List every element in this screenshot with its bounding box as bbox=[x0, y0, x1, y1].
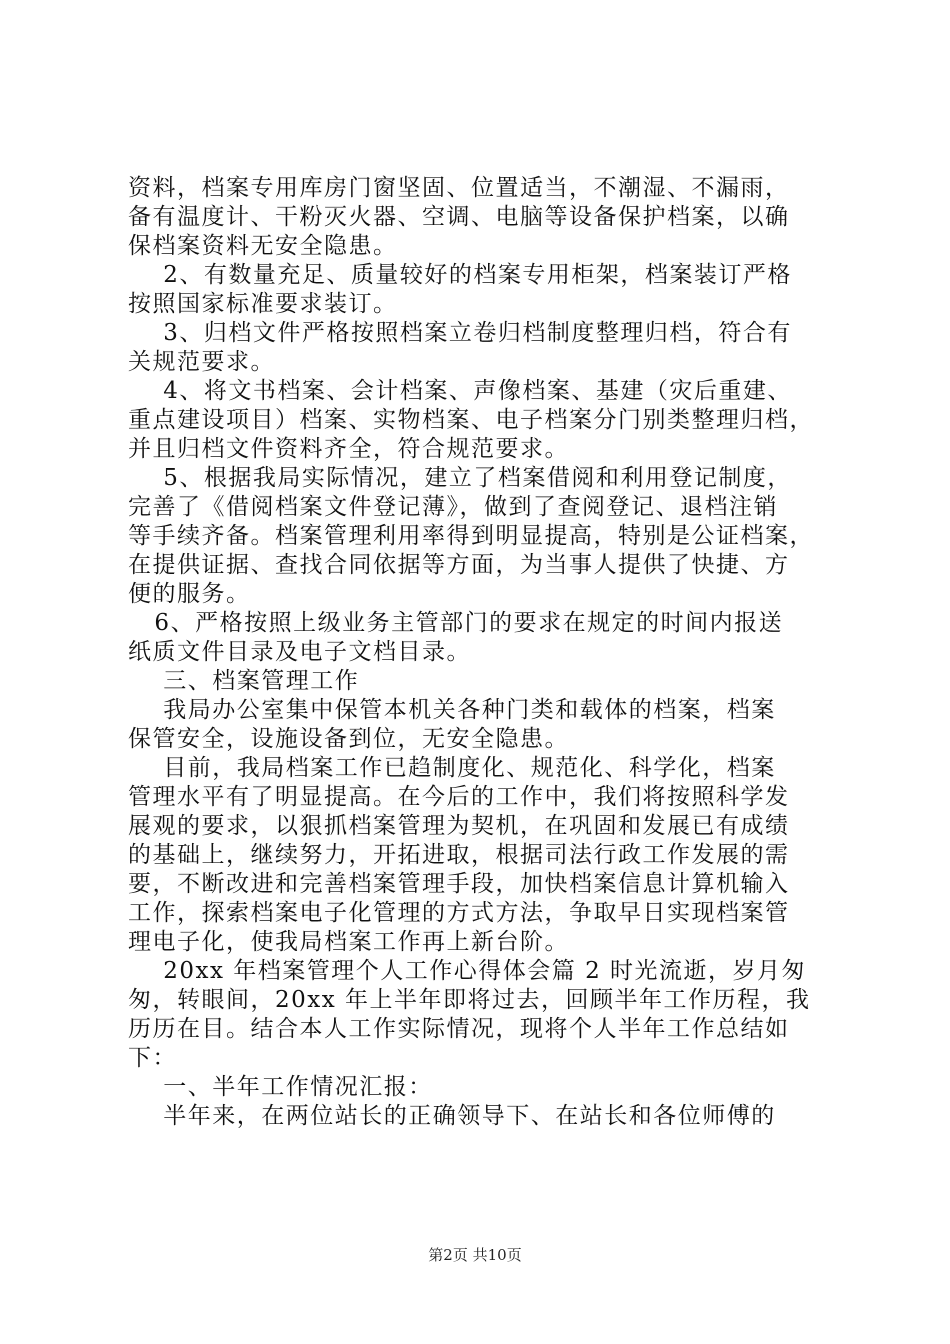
text-line: 历历在目。结合本人工作实际情况，现将个人半年工作总结如 bbox=[128, 1016, 790, 1042]
document-body bbox=[128, 174, 828, 1131]
text-line: 4、将文书档案、会计档案、声像档案、基建（灾后重建、 bbox=[128, 378, 792, 404]
text-line: 重点建设项目）档案、实物档案、电子档案分门别类整理归档， bbox=[128, 407, 814, 433]
text-line: 展观的要求，以狠抓档案管理为契机，在巩固和发展已有成绩 bbox=[128, 813, 790, 839]
text-line: 纸质文件目录及电子文档目录。 bbox=[128, 639, 471, 665]
text-line: 资料，档案专用库房门窗坚固、位置适当，不潮湿、不漏雨， bbox=[128, 175, 790, 201]
text-line: 5、根据我局实际情况，建立了档案借阅和利用登记制度， bbox=[128, 465, 792, 491]
text-line: 并且归档文件资料齐全，符合规范要求。 bbox=[128, 436, 569, 462]
text-line: 按照国家标准要求装订。 bbox=[128, 291, 398, 317]
text-line: 的基础上，继续努力，开拓进取，根据司法行政工作发展的需 bbox=[128, 842, 790, 868]
text-line: 半年来，在两位站长的正确领导下、在站长和各位师傅的 bbox=[128, 1103, 776, 1129]
text-line: 三、档案管理工作 bbox=[128, 668, 360, 694]
text-line: 等手续齐备。档案管理利用率得到明显提高，特别是公证档案， bbox=[128, 523, 814, 549]
text-line: 备有温度计、干粉灭火器、空调、电脑等设备保护档案，以确 bbox=[128, 204, 790, 230]
text-line: 保档案资料无安全隐患。 bbox=[128, 233, 398, 259]
text-line: 匆，转眼间，20xx 年上半年即将过去，回顾半年工作历程，我 bbox=[128, 987, 811, 1013]
text-line: 在提供证据、查找合同依据等方面，为当事人提供了快捷、方 bbox=[128, 552, 790, 578]
text-line: 完善了《借阅档案文件登记薄》，做到了查阅登记、退档注销 bbox=[128, 494, 778, 520]
text-line: 目前，我局档案工作已趋制度化、规范化、科学化，档案 bbox=[128, 755, 776, 781]
text-line: 保管安全，设施设备到位，无安全隐患。 bbox=[128, 726, 569, 752]
text-line: 20xx 年档案管理个人工作心得体会篇 2 时光流逝，岁月匆 bbox=[128, 958, 807, 984]
page-footer: 第2页 共10页 bbox=[428, 1246, 522, 1264]
text-line: 2、有数量充足、质量较好的档案专用柜架，档案装订严格 bbox=[128, 262, 792, 288]
text-line: 理电子化，使我局档案工作再上新台阶。 bbox=[128, 929, 569, 955]
text-line: 关规范要求。 bbox=[128, 349, 275, 375]
text-line: 3、归档文件严格按照档案立卷归档制度整理归档，符合有 bbox=[128, 320, 792, 346]
text-line: 下： bbox=[128, 1045, 177, 1071]
text-line: 一、半年工作情况汇报： bbox=[128, 1074, 433, 1100]
text-line: 要，不断改进和完善档案管理手段，加快档案信息计算机输入 bbox=[128, 871, 790, 897]
text-line: 管理水平有了明显提高。在今后的工作中，我们将按照科学发 bbox=[128, 784, 790, 810]
text-line: 我局办公室集中保管本机关各种门类和载体的档案，档案 bbox=[128, 697, 776, 723]
text-line: 便的服务。 bbox=[128, 581, 251, 607]
text-line: 工作，探索档案电子化管理的方式方法，争取早日实现档案管 bbox=[128, 900, 790, 926]
text-line: 6、严格按照上级业务主管部门的要求在规定的时间内报送 bbox=[128, 610, 784, 636]
